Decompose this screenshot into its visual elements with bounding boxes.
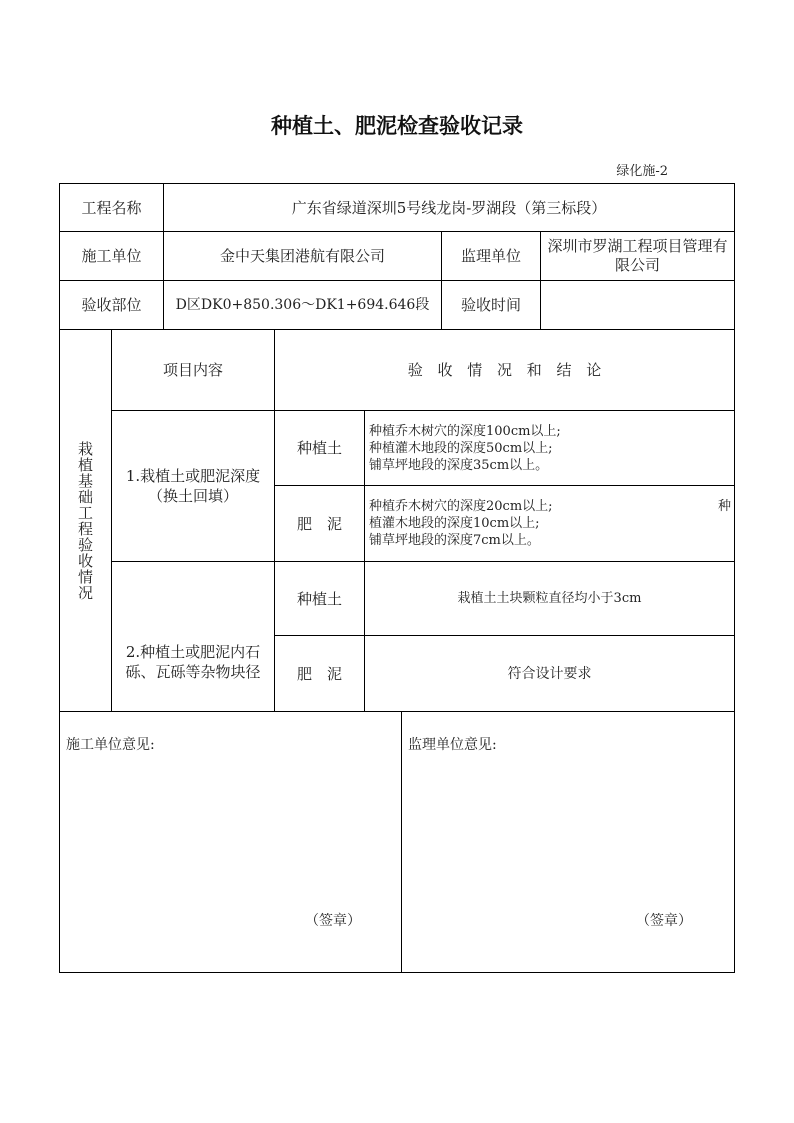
form-code: 绿化施-2 [616, 164, 668, 179]
acceptance-section-value: D区DK0+850.306～DK1+694.646段 [175, 297, 430, 313]
col-line [401, 711, 402, 973]
supervision-opinion-label: 监理单位意见: [408, 737, 497, 753]
item-1-sub-2-label: 肥 泥 [296, 514, 342, 533]
result-line: 种植灌木地段的深度50cm以上; [369, 441, 553, 456]
result-line: 种植乔木树穴的深度20cm以上; [369, 499, 553, 514]
item-2-sub-1-label: 种植土 [296, 589, 342, 608]
row-line [59, 711, 735, 712]
page-title: 种植土、肥泥检查验收记录 [271, 114, 523, 138]
construction-opinion-label: 施工单位意见: [66, 737, 155, 753]
construction-unit-value: 金中天集团港航有限公司 [219, 247, 385, 265]
result-header: 验 收 情 况 和 结 论 [407, 361, 602, 379]
acceptance-time-value [541, 281, 734, 329]
construction-seal: （签章） [305, 913, 361, 929]
item-1-sub-1-label: 种植土 [296, 439, 342, 457]
construction-unit-label: 施工单位 [81, 247, 142, 265]
result-line: 铺草坪地段的深度7cm以上。 [369, 533, 540, 548]
item-1-sub-2-result [369, 498, 731, 549]
item-2-sub-2-label: 肥 泥 [296, 664, 342, 683]
result-line: 铺草坪地段的深度35cm以上。 [369, 458, 549, 473]
result-line: 植灌木地段的深度10cm以上; [369, 516, 540, 531]
result-line: 种 [717, 499, 731, 514]
side-label-text: 栽植基础工程验收情况 [76, 440, 94, 601]
supervision-unit-value: 深圳市罗湖工程项目管理有限公司 [547, 237, 728, 274]
item-2-sub-2-result: 符合设计要求 [507, 665, 592, 682]
side-label [60, 330, 110, 711]
acceptance-time-label: 验收时间 [460, 296, 521, 314]
item-1-name: 1.栽植土或肥泥深度（换土回填） [125, 467, 261, 505]
project-name-value: 广东省绿道深圳5号线龙岗-罗湖段（第三标段） [291, 198, 607, 217]
item-header: 项目内容 [162, 361, 223, 379]
supervision-unit-label: 监理单位 [460, 247, 521, 265]
item-2-sub-1-result: 栽植土土块颗粒直径均小于3cm [457, 590, 642, 606]
result-line: 种植乔木树穴的深度100cm以上; [369, 424, 561, 439]
project-name-label: 工程名称 [81, 198, 142, 217]
acceptance-section-label: 验收部位 [81, 296, 142, 314]
item-1-sub-1-result [369, 423, 731, 474]
item-2-name: 2.种植土或肥泥内石砾、瓦砾等杂物块径 [125, 642, 261, 681]
supervision-seal: （签章） [636, 913, 692, 929]
